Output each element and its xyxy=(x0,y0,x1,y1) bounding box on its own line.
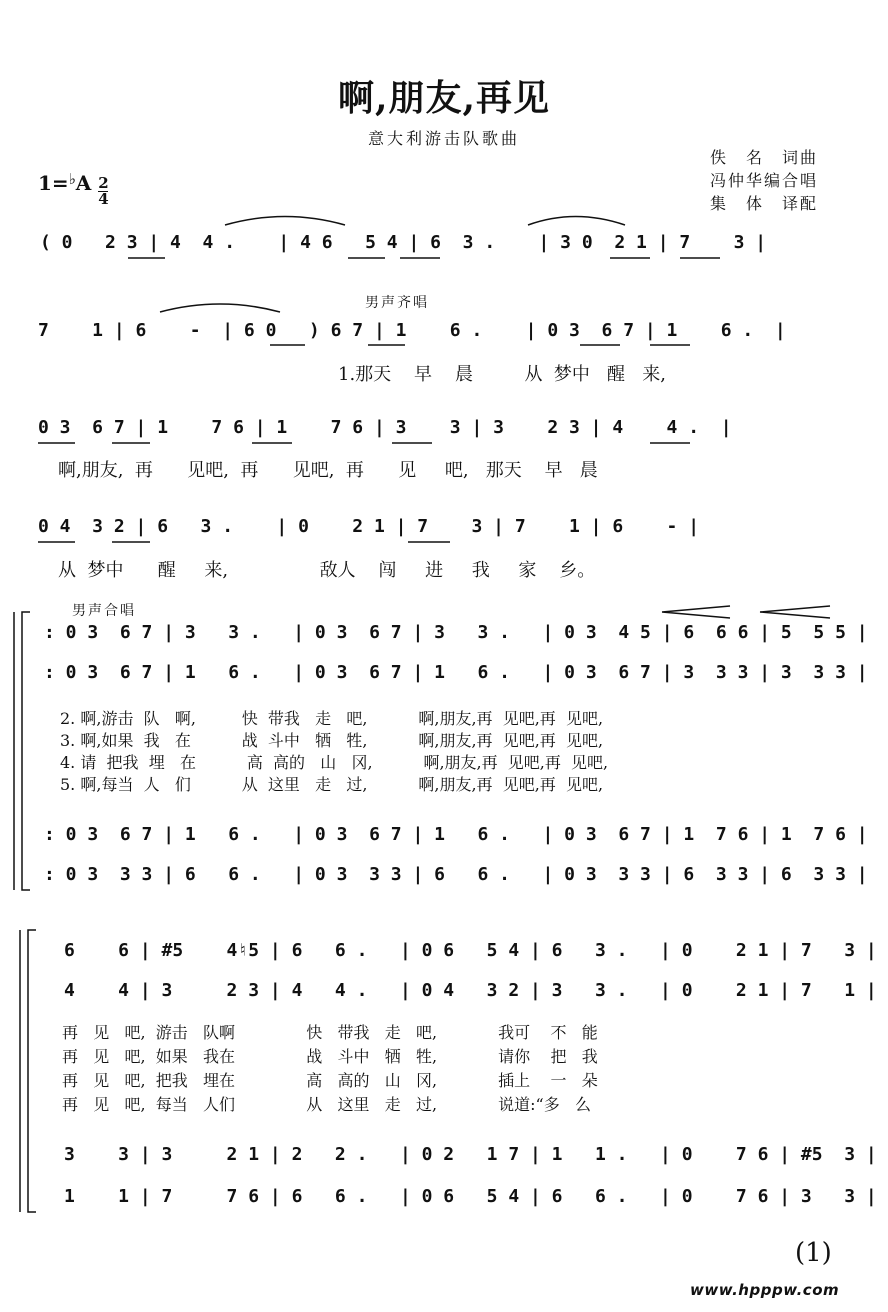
time-top: 2 xyxy=(98,174,109,192)
system-bracket xyxy=(28,930,36,1212)
song-title: 啊,朋友,再见 xyxy=(337,77,551,119)
watermark-url: www.hpppw.com xyxy=(690,1281,840,1299)
notation-text: 0 3 6 7 | 1 7 6 | 1 7 6 | 3 3 | 3 2 3 | 4 4 . | xyxy=(38,417,732,438)
slur xyxy=(225,217,345,226)
verse-lyrics-block-b xyxy=(0,1020,888,1114)
lyric-text: 1.那天 早 晨 从 梦中 醒 来, xyxy=(338,364,666,385)
lyric-text: 啊,朋友, 再 见吧, 再 见吧, 再 见 吧, 那天 早 晨 xyxy=(58,460,598,481)
credits-block xyxy=(710,146,818,215)
chorus-lower-voice-1 xyxy=(0,662,888,686)
notation-text: ( 0 2 3 | 4 4 . | 4 6 5 4 | 6 3 . | 3 0 2 1 | 7 3 | xyxy=(40,232,767,253)
time-signature xyxy=(98,176,108,207)
chorus-upper-voice-3 xyxy=(0,940,888,964)
slur xyxy=(160,304,280,312)
notation-text: 4 4 | 3 2 3 | 4 4 . | 0 4 3 2 | 3 3 . | 0 2 1 | 7 1 | xyxy=(64,980,877,1001)
song-subtitle: 意大利游击队歌曲 xyxy=(367,129,520,148)
notation-row-2 xyxy=(0,320,888,344)
verse-4-line-b: 再 见 吧, 把我 埋在 高 高的 山 冈, 插上 一 朵 xyxy=(62,1071,598,1090)
chorus-upper-voice-1 xyxy=(0,622,888,646)
notation-text: : 0 3 6 7 | 1 6 . | 0 3 6 7 | 1 6 . | 0 3 6 7 | 3 3 3 | 3 3 3 | xyxy=(44,662,868,683)
chorus-lower-voice-2 xyxy=(0,864,888,888)
notation-text: 6 6 | #5 4♮5 | 6 6 . | 0 6 5 4 | 6 3 . | 0 2 1 | 7 3 | xyxy=(64,940,877,961)
unison-marking: 男声齐唱 xyxy=(365,295,429,311)
notation-text: : 0 3 6 7 | 3 3 . | 0 3 6 7 | 3 3 . | 0 3 4 5 | 6 6 6 | 5 5 5 | xyxy=(44,622,868,643)
verse-5-line-b: 再 见 吧, 每当 人们 从 这里 走 过, 说道:“多 么 xyxy=(62,1095,591,1114)
verse-3-line-b: 再 见 吧, 如果 我在 战 斗中 牺 牲, 请你 把 我 xyxy=(62,1047,598,1066)
chorus-upper-voice-2 xyxy=(0,824,888,848)
key-prefix: 1= xyxy=(38,171,69,195)
notation-text: : 0 3 3 3 | 6 6 . | 0 3 3 3 | 6 6 . | 0 3 3 3 | 6 3 3 | 6 3 3 | xyxy=(44,864,868,885)
credit-arranger: 冯仲华编合唱 xyxy=(710,171,819,190)
notation-row-4 xyxy=(0,516,888,540)
verse-2-line: 2. 啊,游击 队 啊, 快 带我 走 吧, 啊,朋友,再 见吧,再 见吧, xyxy=(60,709,604,728)
chorus-lower-voice-3 xyxy=(0,980,888,1004)
notation-row-intro xyxy=(0,232,888,256)
lyric-row-4 xyxy=(0,556,888,582)
decrescendo-mark xyxy=(760,606,830,618)
lyric-row-2 xyxy=(0,360,888,386)
notation-text: 0 4 3 2 | 6 3 . | 0 2 1 | 7 3 | 7 1 | 6 - | xyxy=(38,516,700,537)
key-signature xyxy=(38,170,109,207)
notation-text: 3 3 | 3 2 1 | 2 2 . | 0 2 1 7 | 1 1 . | 0 7 6 | #5 3 | xyxy=(64,1144,877,1165)
verse-lyrics-block-a xyxy=(0,706,888,794)
chorus-lower-voice-4 xyxy=(0,1186,888,1210)
page-number: (1) xyxy=(795,1238,832,1268)
notation-text: 1 1 | 7 7 6 | 6 6 . | 0 6 5 4 | 6 6 . | 0 7 6 | 3 3 | xyxy=(64,1186,877,1207)
credit-lyrics-music: 佚 名 词曲 xyxy=(710,148,819,167)
time-bottom: 4 xyxy=(98,190,109,208)
lyric-text: 从 梦中 醒 来, 敌人 闯 进 我 家 乡。 xyxy=(58,560,596,581)
verse-4-line: 4. 请 把我 埋 在 高 高的 山 冈, 啊,朋友,再 见吧,再 见吧, xyxy=(60,753,609,772)
system-bracket xyxy=(22,612,30,890)
credit-translation: 集 体 译配 xyxy=(710,194,819,213)
slur xyxy=(528,217,625,226)
key-note: A xyxy=(75,171,92,195)
notation-text: 7 1 | 6 - | 6 0 ) 6 7 | 1 6 . | 0 3 6 7 | 1 6 . | xyxy=(38,320,786,341)
chorus-upper-voice-4 xyxy=(0,1144,888,1168)
notation-text: : 0 3 6 7 | 1 6 . | 0 3 6 7 | 1 6 . | 0 3 6 7 | 1 7 6 | 1 7 6 | xyxy=(44,824,868,845)
notation-row-3 xyxy=(0,417,888,441)
chorus-marking: 男声合唱 xyxy=(72,603,136,619)
verse-2-line-b: 再 见 吧, 游击 队啊 快 带我 走 吧, 我可 不 能 xyxy=(62,1023,598,1042)
verse-5-line: 5. 啊,每当 人 们 从 这里 走 过, 啊,朋友,再 见吧,再 见吧, xyxy=(60,775,604,794)
decrescendo-mark xyxy=(662,606,730,618)
lyric-row-3 xyxy=(0,456,888,482)
flat-symbol: ♭ xyxy=(68,170,76,188)
verse-3-line: 3. 啊,如果 我 在 战 斗中 牺 牲, 啊,朋友,再 见吧,再 见吧, xyxy=(60,731,604,750)
